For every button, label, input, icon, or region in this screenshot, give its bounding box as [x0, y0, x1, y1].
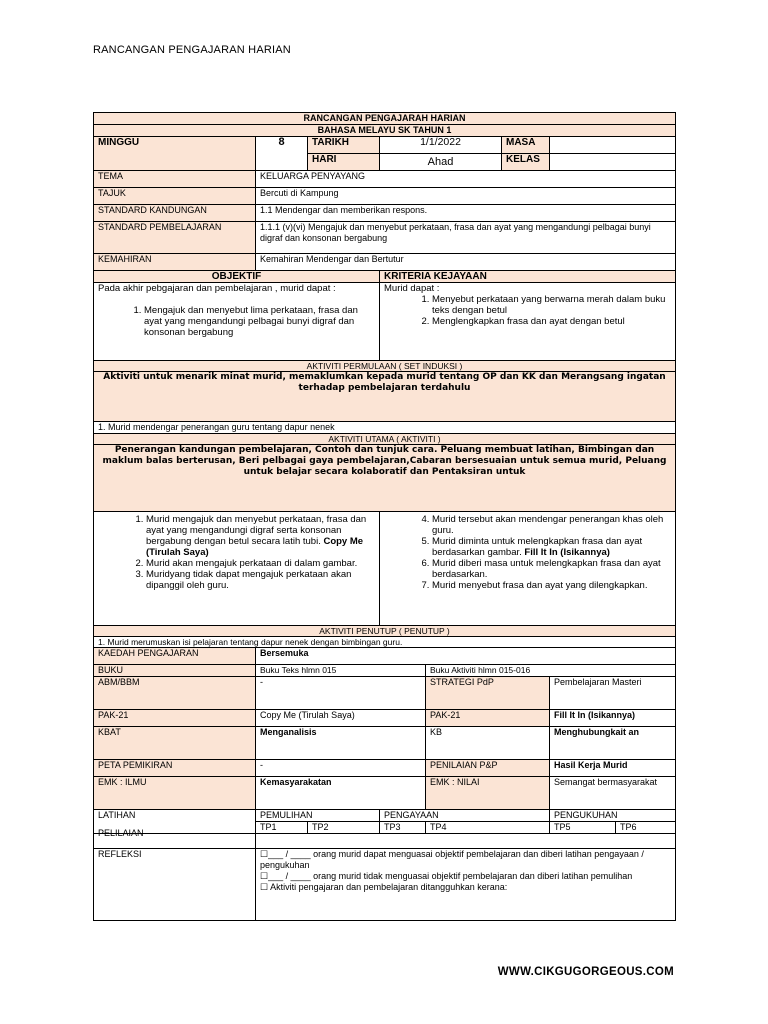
kb-value: Menghubungkait an: [550, 727, 676, 760]
pak21-label: PAK-21: [94, 710, 256, 727]
kemahiran-label: KEMAHIRAN: [94, 254, 256, 271]
abm-value: -: [256, 677, 426, 710]
hari-value: Ahad: [380, 154, 502, 171]
activity-step: 4. Murid tersebut akan mendengar penerangan khas oleh guru.: [432, 514, 671, 536]
utama-right-list: [384, 514, 671, 591]
latihan-label: LATIHAN: [94, 810, 256, 834]
pak21-label-2: PAK-21: [426, 710, 550, 727]
objektif-cell: [94, 283, 380, 361]
pemulihan-label: PEMULIHAN: [256, 810, 380, 822]
tema-value: KELUARGA PENYAYANG: [256, 171, 676, 188]
kriteria-header: KRITERIA KEJAYAAN: [380, 271, 676, 283]
kelas-value: [550, 154, 676, 171]
permulaan-text: Aktiviti untuk menarik minat murid, memaklumkan kepada murid tentang OP dan KK dan Merangsang ingatan terhadap pembelajaran terdahulu: [94, 372, 676, 422]
utama-left-list: [98, 514, 375, 591]
objektif-header: OBJEKTIF: [94, 271, 380, 283]
kriteria-intro: Murid dapat :: [384, 283, 440, 294]
penilaian-label: PENILAIAN P&P: [426, 760, 550, 777]
utama-right-cell: [380, 512, 676, 626]
pelilaian-value: [256, 834, 676, 849]
utama-left-cell: [94, 512, 380, 626]
penutup-header: AKTIVITI PENUTUP ( PENUTUP ): [94, 626, 676, 637]
utama-header: AKTIVITI UTAMA ( AKTIVITI ): [94, 434, 676, 445]
permulaan-header: AKTIVITI PERMULAAN ( SET INDUKSI ): [94, 361, 676, 372]
kemahiran-value: Kemahiran Mendengar dan Bertutur: [256, 254, 676, 271]
plan-subject: BAHASA MELAYU SK TAHUN 1: [94, 125, 676, 137]
masa-label: MASA: [502, 137, 550, 154]
refleksi-line: ☐ Aktiviti pengajaran dan pembelajaran ditangguhkan kerana:: [260, 882, 508, 892]
abm-label: ABM/BBM: [94, 677, 256, 710]
document-header: RANCANGAN PENGAJARAN HARIAN: [93, 44, 291, 56]
kriteria-item: 2. Menglengkapkan frasa dan ayat dengan betul: [432, 316, 671, 327]
buku-teks-value: Buku Teks hlmn 015: [256, 665, 426, 677]
activity-step: 3. Muridyang tidak dapat mengajuk perkataan akan dipanggil oleh guru.: [146, 569, 375, 591]
tp6-cell: TP6: [616, 822, 676, 834]
tarikh-value: 1/1/2022: [380, 137, 502, 154]
kbat-value: Menganalisis: [256, 727, 426, 760]
refleksi-cell: [256, 849, 676, 921]
kbat-label: KBAT: [94, 727, 256, 760]
footer-url: WWW.CIKGUGORGEOUS.COM: [497, 966, 674, 978]
minggu-value: 8: [256, 137, 308, 171]
plan-title: RANCANGAN PENGAJARAH HARIAN: [94, 113, 676, 125]
standard-kandungan-value: 1.1 Mendengar dan memberikan respons.: [256, 205, 676, 222]
penutup-step: 1. Murid merumuskan isi pelajaran tentang dapur nenek dengan bimbingan guru.: [94, 637, 676, 648]
activity-step: 5. Murid diminta untuk melengkapkan frasa dan ayat berdasarkan gambar. Fill It In (Isikannya): [432, 536, 671, 558]
standard-pembelajaran-value: 1.1.1 (v)(vi) Mengajuk dan menyebut perkataan, frasa dan ayat yang mengandungi pelbagai bunyi digraf dan konsonan bergabung: [256, 222, 676, 254]
standard-pembelajaran-label: STANDARD PEMBELAJARAN: [94, 222, 256, 254]
minggu-label: MINGGU: [94, 137, 256, 171]
tp1-cell: TP1: [256, 822, 308, 834]
kaedah-value: Bersemuka: [256, 648, 676, 665]
kriteria-item: 1. Menyebut perkataan yang berwarna merah dalam buku teks dengan betul: [432, 294, 671, 316]
activity-step: 6. Murid diberi masa untuk melengkapkan frasa dan ayat berdasarkan.: [432, 558, 671, 580]
activity-step: 7. Murid menyebut frasa dan ayat yang dilengkapkan.: [432, 580, 671, 591]
kriteria-cell: [380, 283, 676, 361]
activity-step: 2. Murid akan mengajuk perkataan di dalam gambar.: [146, 558, 375, 569]
pelilaian-label: PELILAIAN: [94, 828, 256, 843]
tp4-cell: TP4: [426, 822, 550, 834]
buku-aktiviti-value: Buku Aktiviti hlmn 015-016: [426, 665, 676, 677]
kelas-label: KELAS: [502, 154, 550, 171]
tajuk-label: TAJUK: [94, 188, 256, 205]
standard-kandungan-label: STANDARD KANDUNGAN: [94, 205, 256, 222]
kaedah-label: KAEDAH PENGAJARAN: [94, 648, 256, 665]
lesson-plan-table: [93, 112, 676, 921]
kb-label: KB: [426, 727, 550, 760]
pak21-value: Copy Me (Tirulah Saya): [256, 710, 426, 727]
hari-label: HARI: [308, 154, 380, 171]
refleksi-line: ☐___ / ____ orang murid tidak menguasai objektif pembelajaran dan diberi latihan pemulihan: [260, 871, 633, 881]
objektif-intro: Pada akhir pebgajaran dan pembelajaran , murid dapat :: [98, 283, 336, 294]
peta-pemikiran-value: -: [256, 760, 426, 777]
refleksi-label: REFLEKSI: [94, 849, 256, 921]
strategi-label: STRATEGI PdP: [426, 677, 550, 710]
peta-pemikiran-label: PETA PEMIKIRAN: [94, 760, 256, 777]
tp2-cell: TP2: [308, 822, 380, 834]
tajuk-value: Bercuti di Kampung: [256, 188, 676, 205]
buku-label: BUKU: [94, 665, 256, 677]
tp3-cell: TP3: [380, 822, 426, 834]
emk-ilmu-value: Kemasyarakatan: [256, 777, 426, 810]
emk-nilai-value: Semangat bermasyarakat: [550, 777, 676, 810]
tp5-cell: TP5: [550, 822, 616, 834]
utama-text: Penerangan kandungan pembelajaran, Contoh dan tunjuk cara. Peluang membuat latihan, Bimbingan dan maklum balas berterusan, Beri pelbagai gaya pembelajaran,Cabaran bersesuaian untuk semua murid, Peluang untuk belajar secara kolaboratif dan Pentaksiran untuk: [94, 445, 676, 512]
pengayaan-label: PENGAYAAN: [380, 810, 550, 822]
tarikh-label: TARIKH: [308, 137, 380, 154]
emk-nilai-label: EMK : NILAI: [426, 777, 550, 810]
masa-value: [550, 137, 676, 154]
activity-step: 1. Murid mengajuk dan menyebut perkataan, frasa dan ayat yang mengandungi digraf serta konsonan bergabung dengan betul secara latih tubi. Copy Me (Tirulah Saya): [146, 514, 375, 558]
refleksi-line: ☐___ / ____ orang murid dapat menguasai objektif pembelajaran dan diberi latihan pengayaan / pengukuhan: [260, 849, 644, 870]
penilaian-value: Hasil Kerja Murid: [550, 760, 676, 777]
pak21-value-2: Fill It In (Isikannya): [550, 710, 676, 727]
tema-label: TEMA: [94, 171, 256, 188]
objektif-item: 1. Mengajuk dan menyebut lima perkataan, frasa dan ayat yang mengandungi pelbagai bunyi digraf dan konsonan bergabung: [144, 305, 375, 338]
strategi-value: Pembelajaran Masteri: [550, 677, 676, 710]
permulaan-step: 1. Murid mendengar penerangan guru tentang dapur nenek: [94, 422, 676, 434]
emk-ilmu-label: EMK : ILMU: [94, 777, 256, 810]
pengukuhan-label: PENGUKUHAN: [550, 810, 676, 822]
